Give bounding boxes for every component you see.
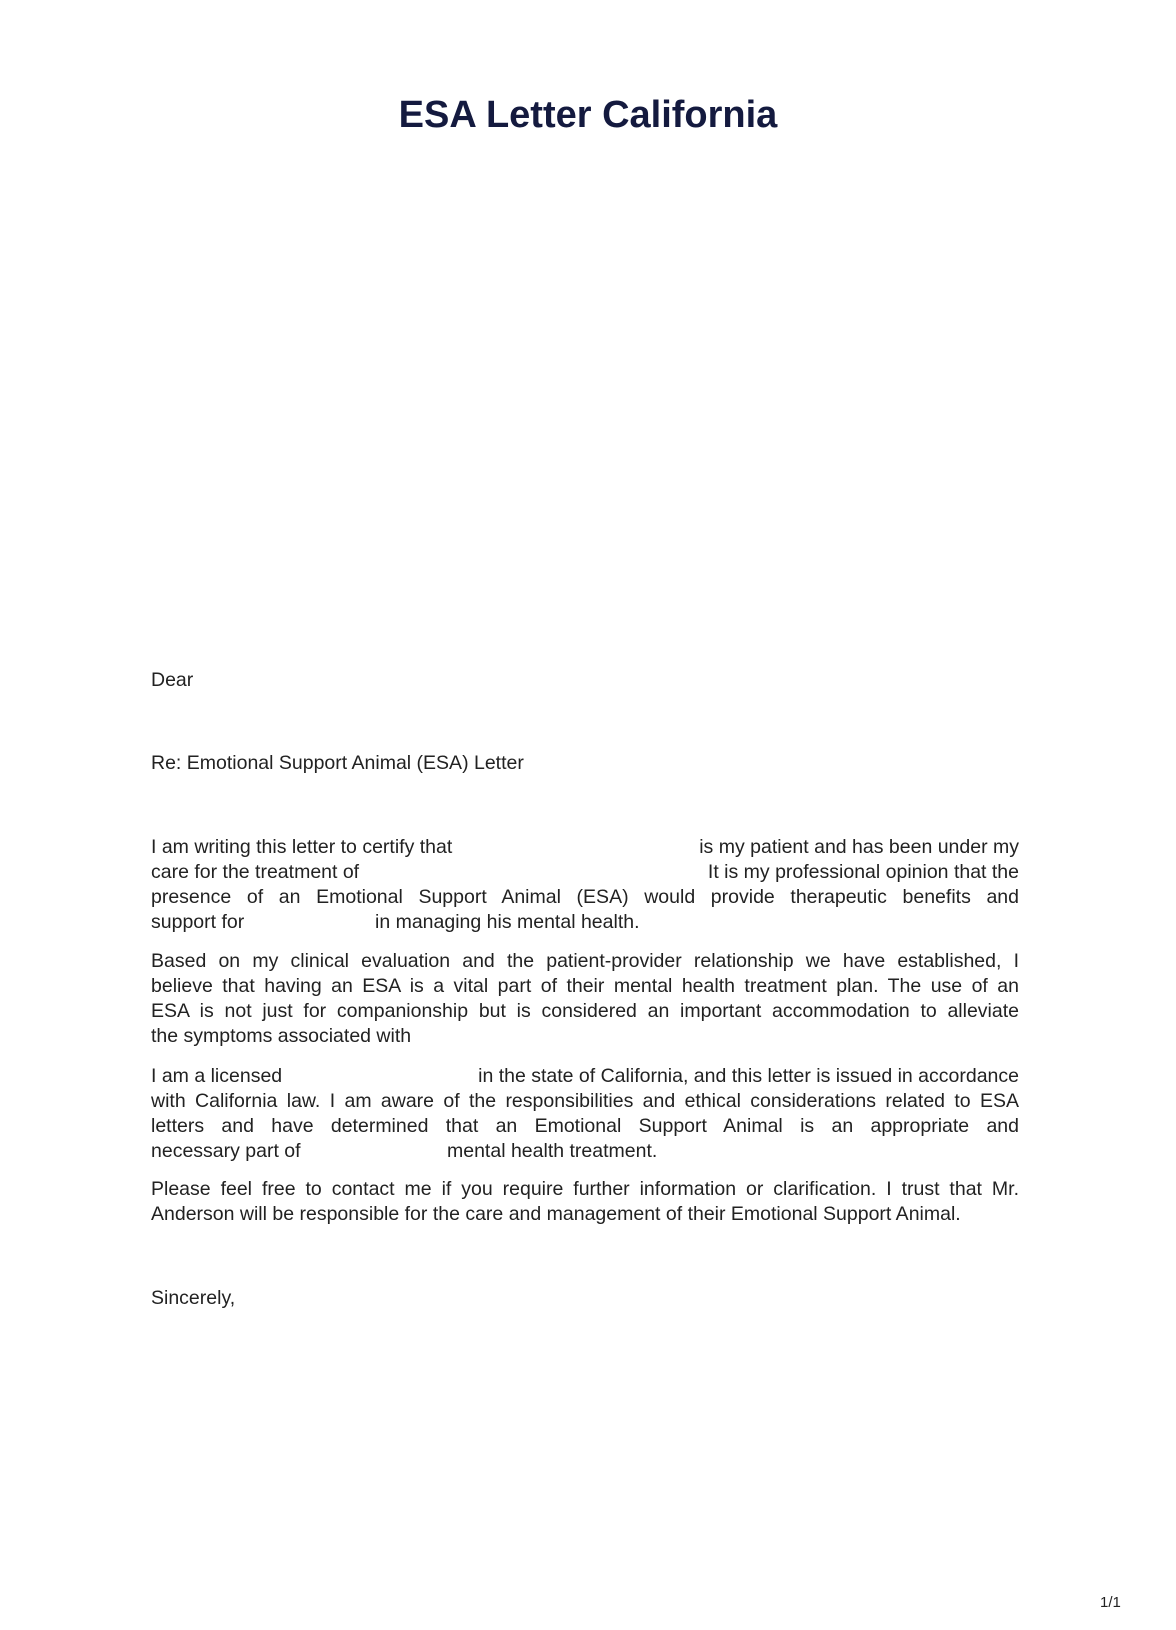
- text-segment: in managing his mental health.: [375, 911, 640, 933]
- paragraph-line: [151, 974, 1019, 999]
- text-segment: presence of an Emotional Support Animal (ESA) would provide therapeutic benefits and: [151, 886, 1019, 908]
- text-segment: support for: [151, 911, 245, 933]
- paragraph-line: [151, 1202, 1019, 1227]
- paragraph-line: [151, 1024, 1019, 1049]
- paragraph-line: [151, 1064, 1019, 1089]
- text-segment: with California law. I am aware of the responsibilities and ethical considerations related to ESA: [151, 1090, 1019, 1112]
- closing: Sincerely,: [151, 1287, 236, 1309]
- text-segment: the symptoms associated with: [151, 1025, 412, 1047]
- paragraph-license: [151, 1064, 1019, 1164]
- text-segment: Anderson will be responsible for the care and management of their Emotional Support Animal.: [151, 1203, 961, 1225]
- text-segment: believe that having an ESA is a vital part of their mental health treatment plan. The use of an: [151, 975, 1019, 997]
- text-segment: letters and have determined that an Emotional Support Animal is an appropriate and: [151, 1115, 1019, 1137]
- text-segment: in the state of California, and this letter is issued in accordance: [478, 1065, 1019, 1087]
- text-segment: I am a licensed: [151, 1065, 283, 1087]
- paragraph-line: [151, 910, 1019, 935]
- paragraph-line: [151, 999, 1019, 1024]
- text-segment: Based on my clinical evaluation and the patient-provider relationship we have established, I: [151, 950, 1019, 972]
- text-segment: care for the treatment of: [151, 861, 360, 883]
- text-segment: mental health treatment.: [447, 1140, 658, 1162]
- page-number: 1/1: [1100, 1594, 1121, 1611]
- paragraph-line: [151, 1114, 1019, 1139]
- paragraph-line: [151, 835, 1019, 860]
- text-segment: Please feel free to contact me if you require further information or clarification. I trust that Mr.: [151, 1178, 1019, 1200]
- paragraph-line: [151, 1139, 1019, 1164]
- paragraph-certification: [151, 835, 1019, 935]
- paragraph-contact: [151, 1177, 1019, 1227]
- subject-line: Re: Emotional Support Animal (ESA) Letter: [151, 752, 524, 774]
- paragraph-line: [151, 885, 1019, 910]
- paragraph-evaluation: [151, 949, 1019, 1049]
- text-segment: necessary part of: [151, 1140, 301, 1162]
- text-segment: ESA is not just for companionship but is considered an important accommodation to alleviate: [151, 1000, 1019, 1022]
- paragraph-line: [151, 949, 1019, 974]
- text-segment: is my patient and has been under my: [699, 836, 1019, 858]
- paragraph-line: [151, 860, 1019, 885]
- text-segment: It is my professional opinion that the: [707, 861, 1019, 883]
- paragraph-line: [151, 1089, 1019, 1114]
- text-segment: I am writing this letter to certify that: [151, 836, 453, 858]
- salutation: Dear: [151, 669, 194, 691]
- document-title: ESA Letter California: [398, 94, 778, 136]
- paragraph-line: [151, 1177, 1019, 1202]
